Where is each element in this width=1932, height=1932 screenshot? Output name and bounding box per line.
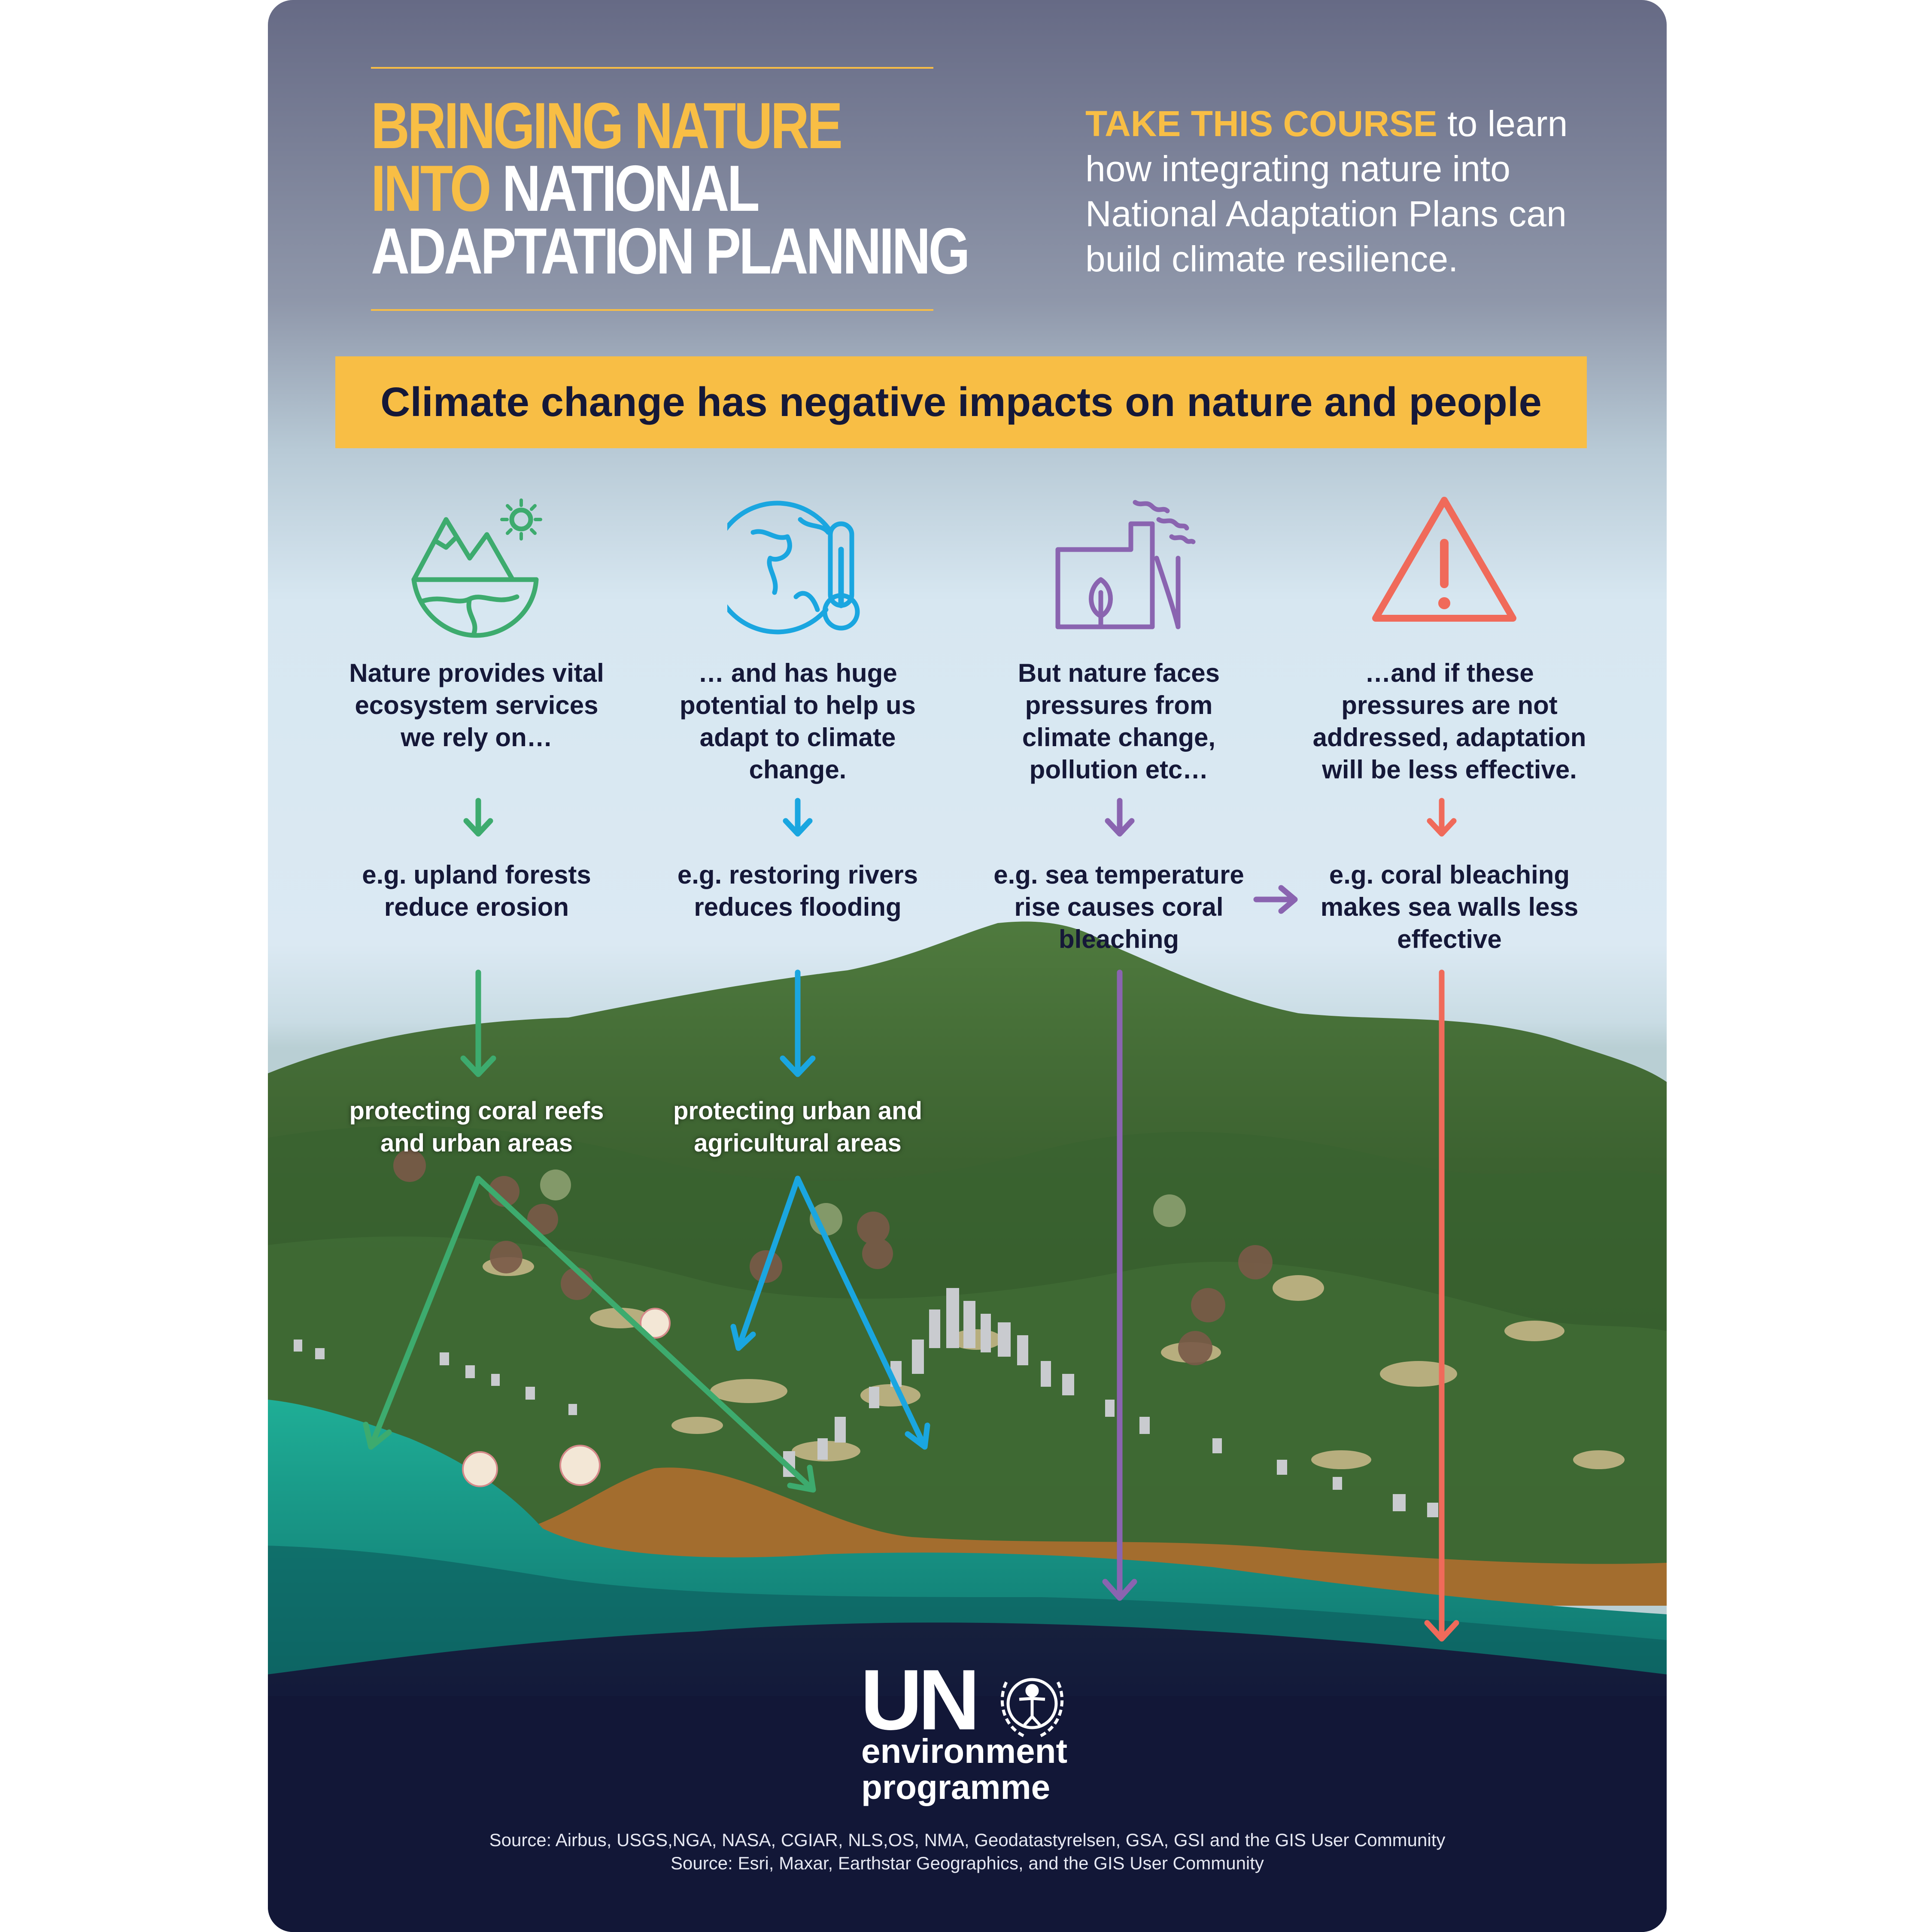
green-arrows (366, 801, 813, 1490)
infographic-poster (268, 0, 1667, 1932)
source-line-1: Source: Airbus, USGS,NGA, NASA, CGIAR, NLS,OS, NMA, Geodatastyrelsen, GSA, GSI and the GIS User Community (489, 1830, 1446, 1850)
course-intro-text: to learn how integrating nature into National Adaptation Plans can build climate resilience. (1085, 103, 1568, 279)
blue-arrows (733, 801, 927, 1447)
column-2-example: e.g. restoring rivers reduces flooding (677, 860, 918, 921)
purple-arrows (1105, 801, 1295, 1598)
logo-programme-text: programme (861, 1768, 1051, 1806)
title-line-3: ADAPTATION PLANNING (371, 215, 968, 288)
title-line-2b: NATIONAL (502, 152, 758, 225)
column-3-example: e.g. sea temperature rise causes coral bleaching (993, 860, 1244, 954)
un-wreath-emblem-icon (993, 1665, 1071, 1742)
flow-arrows (268, 0, 1667, 1932)
column-3-statement: But nature faces pressures from climate change, pollution etc… (1018, 659, 1220, 784)
source-line-2: Source: Esri, Maxar, Earthstar Geographics, and the GIS User Community (671, 1853, 1264, 1873)
column-1-statement: Nature provides vital ecosystem services we rely on… (349, 659, 604, 752)
column-1-outcome: protecting coral reefs and urban areas (349, 1097, 604, 1157)
column-1-example: e.g. upland forests reduce erosion (362, 860, 591, 921)
coral-arrows (1427, 801, 1456, 1639)
title-line-1: BRINGING NATURE (371, 89, 841, 162)
column-2-outcome: protecting urban and agricultural areas (673, 1097, 922, 1157)
column-2-statement: … and has huge potential to help us adapt to climate change. (680, 659, 916, 784)
column-4-example: e.g. coral bleaching makes sea walls less effective (1320, 860, 1579, 954)
logo-un-text: UN (860, 1652, 976, 1748)
title-line-2a: INTO (371, 152, 489, 225)
column-4-statement: …and if these pressures are not addressed, adaptation will be less effective. (1312, 659, 1586, 784)
impact-banner-text: Climate change has negative impacts on nature and people (380, 379, 1542, 425)
logo-environment-text: environment (861, 1732, 1068, 1770)
course-link[interactable]: TAKE THIS COURSE (1085, 103, 1437, 144)
un-environment-logo (860, 1652, 1101, 1812)
